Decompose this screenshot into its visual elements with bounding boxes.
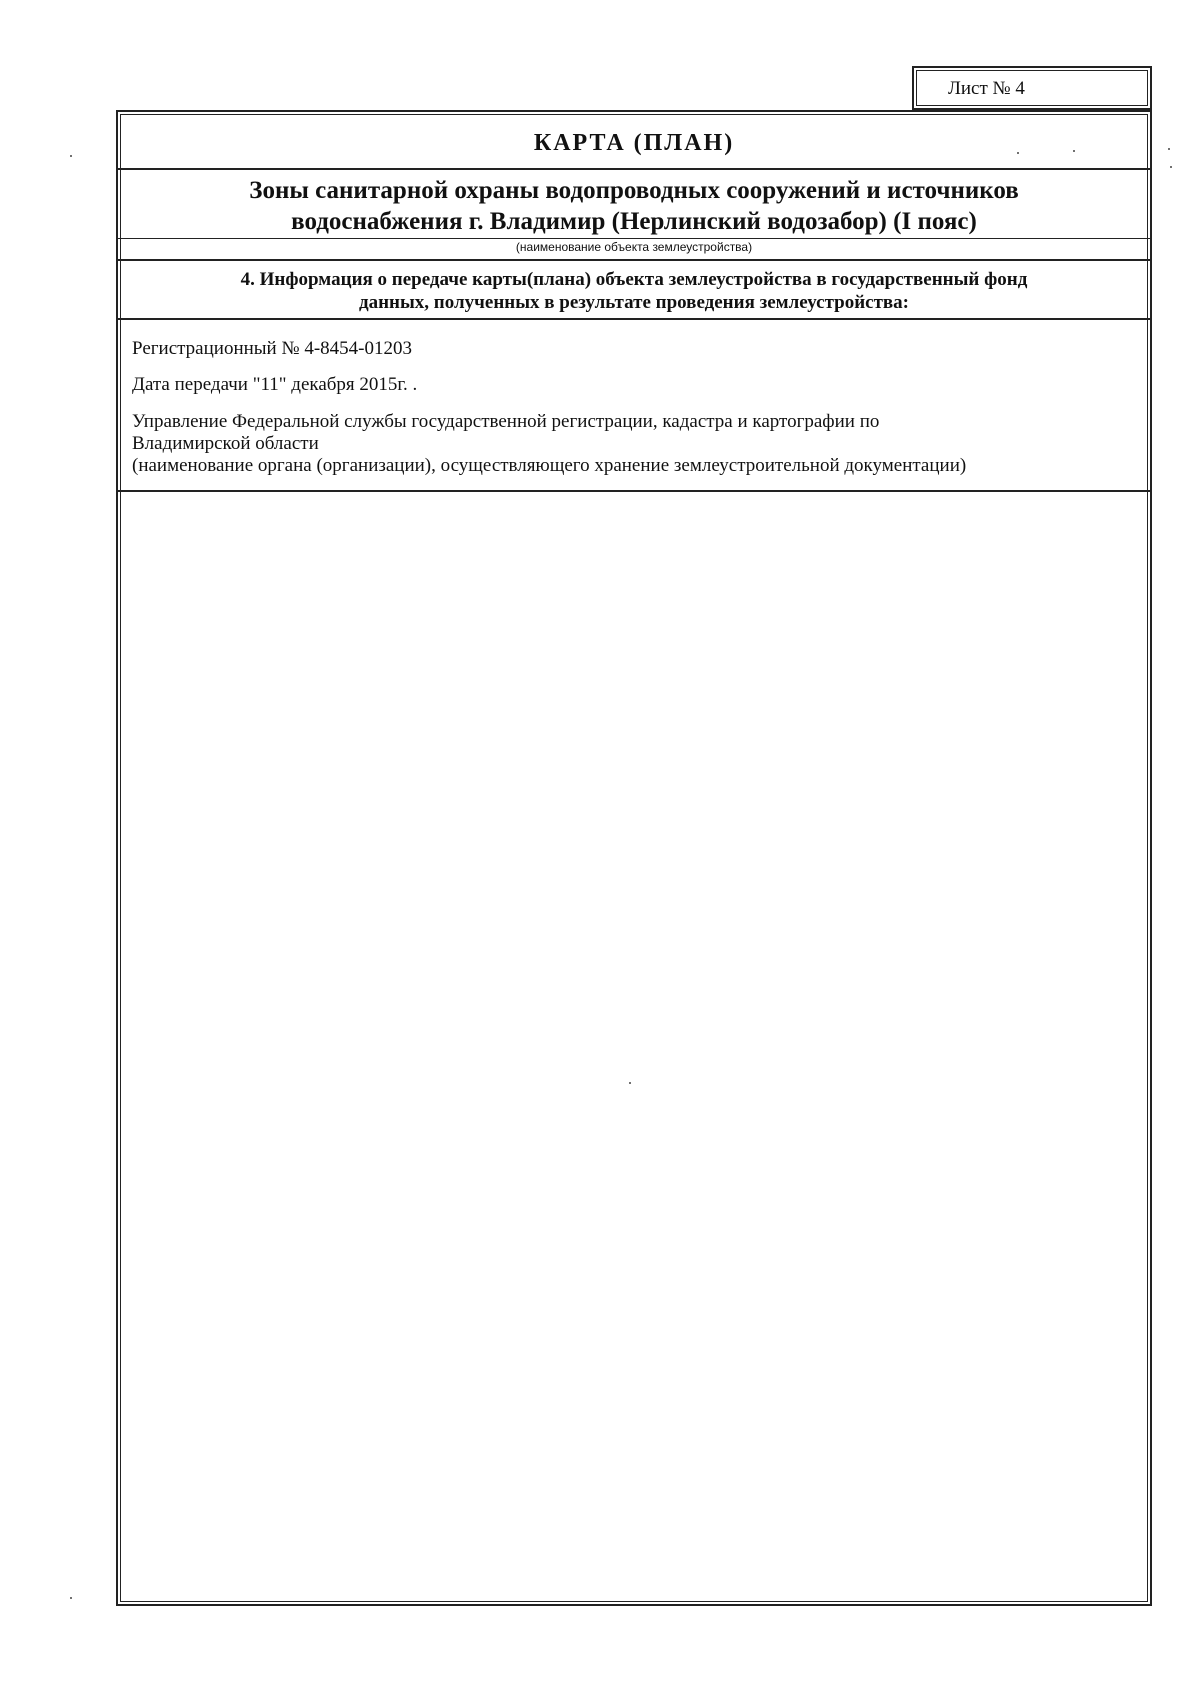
section-heading (118, 268, 1150, 314)
object-name-caption: (наименование объекта землеустройства) (515, 240, 753, 254)
document-frame (116, 110, 1152, 1606)
object-name (118, 175, 1150, 237)
sheet-number-label: Лист № 4 (948, 78, 1025, 99)
divider (118, 238, 1150, 239)
map-title: КАРТА (ПЛАН) (533, 130, 735, 156)
transfer-date: Дата передачи "11" декабря 2015г. . (132, 374, 418, 395)
organization-line: Владимирской области (132, 433, 319, 454)
section-heading-line: 4. Информация о передаче карты(плана) объекта землеустройства в государственный фонд (240, 269, 1028, 290)
organization-line: Управление Федеральной службы государственной регистрации, кадастра и картографии по (132, 411, 880, 432)
organization-caption: (наименование органа (организации), осуществляющего хранение землеустроительной документации) (132, 455, 967, 476)
divider (118, 490, 1150, 492)
divider (118, 259, 1150, 261)
divider (118, 318, 1150, 320)
registration-number: Регистрационный № 4-8454-01203 (132, 338, 412, 359)
divider (118, 168, 1150, 170)
object-name-line: водоснабжения г. Владимир (Нерлинский водозабор) (I пояс) (291, 208, 977, 235)
section-heading-line: данных, полученных в результате проведения землеустройства: (358, 292, 910, 313)
object-name-line: Зоны санитарной охраны водопроводных сооружений и источников (249, 177, 1019, 204)
organization-block (132, 411, 1142, 477)
